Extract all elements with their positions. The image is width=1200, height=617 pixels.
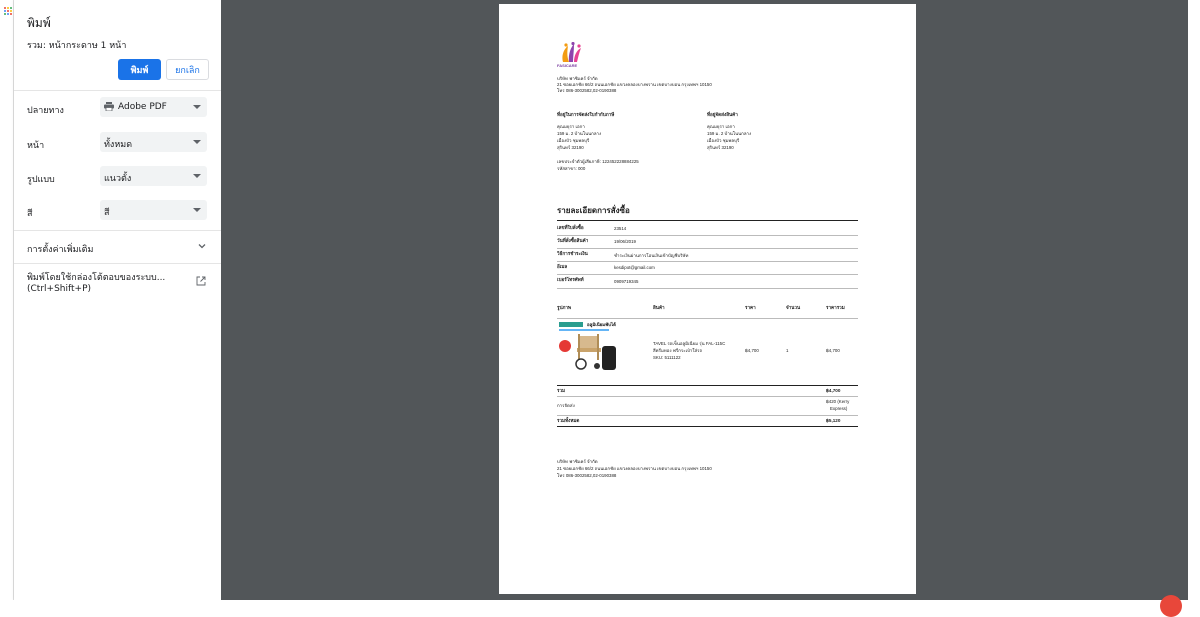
subtotal-label: รวม xyxy=(557,388,566,393)
column-header-qty: จำนวน xyxy=(786,305,801,310)
print-settings-panel xyxy=(14,0,221,600)
order-row-label: วิธีการชำระเงิน xyxy=(557,251,588,256)
divider xyxy=(14,230,221,231)
print-button[interactable]: พิมพ์ xyxy=(118,59,161,80)
column-header-price: ราคา xyxy=(745,305,756,310)
footer-phone: โทร 086-3002582,02-0190388 xyxy=(557,473,617,478)
product-name: TAVEL รถเข็นอลูมิเนียม รุ่น FAL-115C xyxy=(653,341,726,346)
shipping-line: คุณมยุรา เอกา xyxy=(707,124,735,129)
product-image-caption: อลูมิเนียมพับได้ xyxy=(587,322,616,327)
order-row-value: 0909719345 xyxy=(614,279,639,284)
grand-total-value: ฿5,120 xyxy=(826,418,841,423)
system-dialog-shortcut: (Ctrl+Shift+P) xyxy=(27,284,92,294)
product-price: ฿4,700 xyxy=(745,348,759,353)
divider xyxy=(557,415,858,416)
company-name: บริษัท ฟาซิแคร์ จำกัด xyxy=(557,76,598,81)
page-count-summary: รวม: หน้ากระดาษ 1 หน้า xyxy=(27,41,127,51)
more-settings-toggle[interactable]: การตั้งค่าเพิ่มเติม xyxy=(27,245,94,255)
cancel-button[interactable]: ยกเลิก xyxy=(166,59,209,80)
system-dialog-link[interactable] xyxy=(27,273,187,295)
order-row-value: kesdipot@gmail.com xyxy=(614,265,655,270)
billing-heading: ที่อยู่ในการจัดส่งใบกำกับภาษี xyxy=(557,112,615,117)
column-header-total: ราคารวม xyxy=(826,305,845,310)
color-select[interactable] xyxy=(100,200,207,220)
order-row-label: เบอร์โทรศัพท์ xyxy=(557,277,584,282)
preview-page xyxy=(499,4,916,594)
shipping-fee-value: ฿420 (Kerry xyxy=(826,399,850,404)
chevron-down-icon xyxy=(193,174,201,178)
chevron-down-icon[interactable] xyxy=(197,241,207,251)
destination-label: ปลายทาง xyxy=(27,106,64,116)
divider xyxy=(557,426,858,427)
divider xyxy=(14,90,221,91)
shipping-heading: ที่อยู่จัดส่งสินค้า xyxy=(707,112,738,117)
shipping-line: เมืองบัว ชุมพลบุรี xyxy=(707,138,740,143)
apps-grid-icon[interactable] xyxy=(4,7,12,15)
divider xyxy=(557,385,858,386)
billing-line: เมืองบัว ชุมพลบุรี xyxy=(557,138,590,143)
layout-select[interactable] xyxy=(100,166,207,186)
divider xyxy=(557,288,858,289)
bottom-strip xyxy=(0,600,1200,606)
pages-value: ทั้งหมด xyxy=(104,140,133,150)
floating-button[interactable] xyxy=(1160,595,1182,617)
dialog-title: พิมพ์ xyxy=(27,16,51,30)
divider xyxy=(557,396,858,397)
chevron-down-icon xyxy=(193,105,201,109)
divider xyxy=(557,318,858,319)
layout-label: รูปแบบ xyxy=(27,175,55,185)
divider xyxy=(14,263,221,264)
column-header-image: รูปภาพ xyxy=(557,305,572,310)
company-address: 21 ซอยเอกชัย 66/2 ถนนเอกชัย แขวงคลองบางพราน เขตบางบอน กรุงเทพฯ 10150 xyxy=(557,82,712,87)
color-value: สี xyxy=(104,208,110,218)
divider xyxy=(557,248,858,249)
logo-text: FASICARE xyxy=(557,63,578,68)
color-label: สี xyxy=(27,209,33,219)
product-sku: SKU: 5111122 xyxy=(653,355,681,360)
order-details-heading: รายละเอียดการสั่งซื้อ xyxy=(557,206,630,215)
company-phone: โทร 086-3002582,02-0190388 xyxy=(557,88,617,93)
order-row-label: อีเมล xyxy=(557,264,568,269)
destination-value: Adobe PDF xyxy=(118,102,167,112)
layout-value: แนวตั้ง xyxy=(104,174,132,184)
subtotal-value: ฿4,700 xyxy=(826,388,841,393)
divider xyxy=(557,261,858,262)
open-external-icon[interactable] xyxy=(196,276,206,286)
shipping-fee-label: การจัดส่ง xyxy=(557,403,575,408)
system-dialog-label: พิมพ์โดยใช้กล่องโต้ตอบของระบบ... xyxy=(27,273,166,283)
divider xyxy=(557,235,858,236)
order-row-value: 19/06/2019 xyxy=(614,239,636,244)
destination-select[interactable] xyxy=(100,97,207,117)
right-edge-strip xyxy=(1188,0,1200,600)
shipping-line: 159 ม. 2 บ้านโนนกลาง xyxy=(707,131,752,136)
billing-line: 159 ม. 2 บ้านโนนกลาง xyxy=(557,131,602,136)
footer-company-name: บริษัท ฟาซิแคร์ จำกัด xyxy=(557,459,598,464)
order-row-label: วันที่สั่งซื้อสินค้า xyxy=(557,238,589,243)
wheelchair-product-image xyxy=(557,320,619,380)
product-total: ฿4,700 xyxy=(826,348,840,353)
chevron-down-icon xyxy=(193,208,201,212)
billing-line: คุณมยุรา เอกา xyxy=(557,124,585,129)
footer-address: 21 ซอยเอกชัย 66/2 ถนนเอกชัย แขวงคลองบางพราน เขตบางบอน กรุงเทพฯ 10150 xyxy=(557,466,712,471)
product-qty: 1 xyxy=(786,348,789,353)
billing-line: สุรินทร์ 32190 xyxy=(557,145,584,150)
order-row-value: 23514 xyxy=(614,226,627,231)
product-image-brand: TAVEL xyxy=(563,322,577,327)
chevron-down-icon xyxy=(193,140,201,144)
shipping-line: สุรินทร์ 32190 xyxy=(707,145,734,150)
pages-label: หน้า xyxy=(27,141,45,151)
order-row-value: ชำระเงินผ่านการโอนเงินเข้าบัญชีบริษัท xyxy=(614,253,689,258)
divider xyxy=(557,274,858,275)
browser-left-strip xyxy=(0,0,14,606)
grand-total-label: รวมทั้งหมด xyxy=(557,418,580,423)
printer-icon xyxy=(104,102,114,111)
pages-select[interactable] xyxy=(100,132,207,152)
tax-id: เลขประจำตัวผู้เสียภาษี: 1224522288842​25 xyxy=(557,159,639,164)
branch-code: รหัสสาขา: 000 xyxy=(557,166,586,171)
divider xyxy=(557,220,858,221)
order-row-label: เลขที่ใบสั่งซื้อ xyxy=(557,225,584,230)
column-header-product: สินค้า xyxy=(653,305,665,310)
shipping-fee-carrier: Express) xyxy=(830,406,848,411)
product-image xyxy=(557,320,619,380)
product-name-2: สีครีมทอง ฟรีกระเป๋าใส่รถ xyxy=(653,348,703,353)
